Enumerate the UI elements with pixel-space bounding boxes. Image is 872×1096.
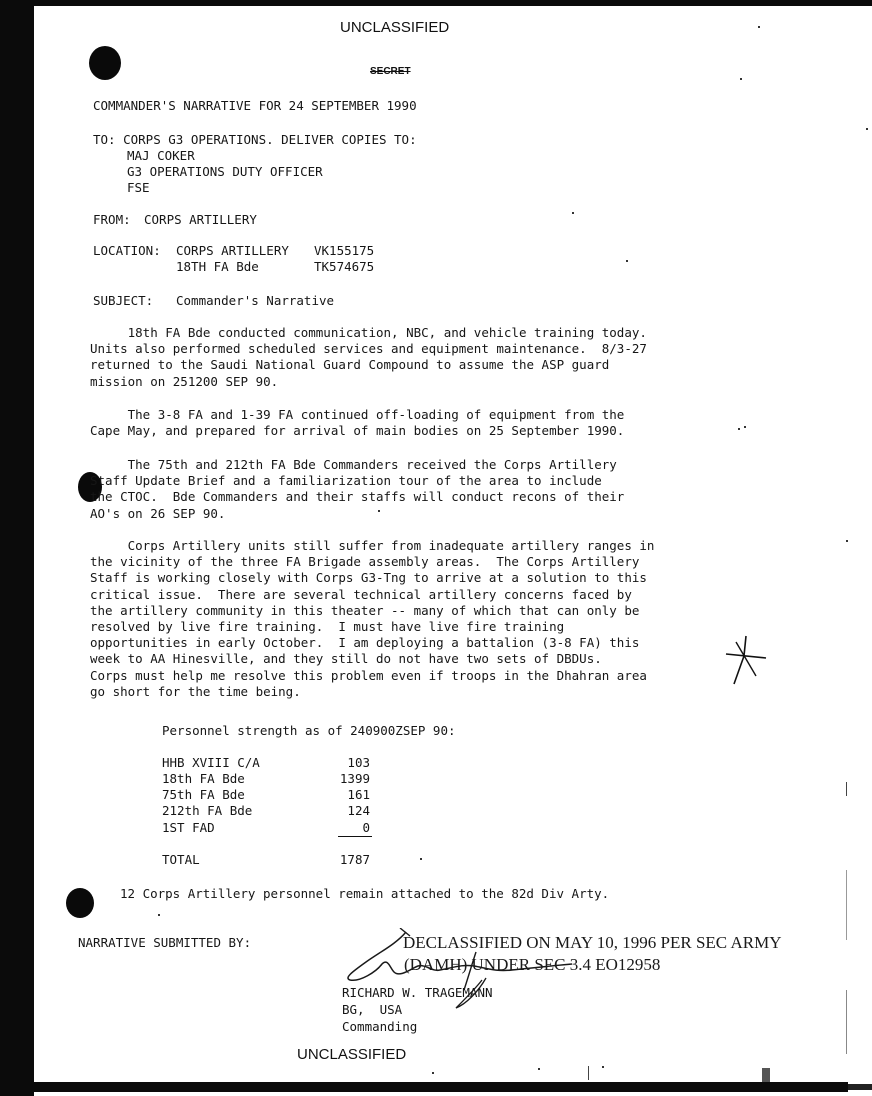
strength-count: 161 xyxy=(347,787,370,802)
paragraph-line: The 3-8 FA and 1-39 FA continued off-loading of equipment from the xyxy=(90,407,625,422)
from-value: CORPS ARTILLERY xyxy=(144,212,257,227)
scan-speck xyxy=(866,128,868,130)
paragraph-line: Staff Update Brief and a familiarization tour of the area to include xyxy=(90,473,602,489)
paragraph-line: week to AA Hinesville, and they still do not have two sets of DBDUs. xyxy=(90,651,602,667)
paragraph-line: Cape May, and prepared for arrival of main bodies on 25 September 1990. xyxy=(90,423,625,439)
scan-mark xyxy=(762,1068,770,1082)
margin-checkmark-annotation xyxy=(722,632,770,686)
scan-border-top xyxy=(0,0,872,6)
scan-speck xyxy=(744,426,746,428)
total-value: 1787 xyxy=(339,852,370,867)
recipient: G3 OPERATIONS DUTY OFFICER xyxy=(127,164,323,179)
recipient: FSE xyxy=(127,180,150,195)
strength-count: 124 xyxy=(347,803,370,818)
strength-unit: HHB XVIII C/A xyxy=(162,755,260,770)
location-unit: 18TH FA Bde xyxy=(176,259,259,274)
scan-speck xyxy=(626,260,628,262)
declassification-stamp-line-2: (DAMH) UNDER SEC 3.4 EO12958 xyxy=(404,955,661,974)
strength-unit: 18th FA Bde xyxy=(162,771,245,786)
submitted-by-label: NARRATIVE SUBMITTED BY: xyxy=(78,935,252,950)
paragraph-line: The 75th and 212th FA Bde Commanders received the Corps Artillery xyxy=(90,457,617,472)
narrative-paragraph-1 xyxy=(90,325,647,390)
scan-mark xyxy=(846,782,847,796)
document-title: COMMANDER'S NARRATIVE FOR 24 SEPTEMBER 1990 xyxy=(93,98,417,113)
scan-speck xyxy=(378,510,380,512)
scan-border-bottom-right xyxy=(848,1084,872,1090)
strength-unit: 1ST FAD xyxy=(162,820,215,835)
paragraph-line: Corps Artillery units still suffer from inadequate artillery ranges in xyxy=(90,538,655,553)
recipient: MAJ COKER xyxy=(127,148,195,163)
paragraph-line: resolved by live fire training. I must have live fire training xyxy=(90,619,565,635)
signer-role: Commanding xyxy=(342,1019,418,1034)
strength-unit: 212th FA Bde xyxy=(162,803,253,818)
subject-value: Commander's Narrative xyxy=(176,293,335,308)
attached-personnel-note: 12 Corps Artillery personnel remain attached to the 82d Div Arty. xyxy=(120,886,610,901)
sum-underline xyxy=(338,836,372,837)
signer-rank: BG, USA xyxy=(342,1002,403,1017)
location-grid: VK155175 xyxy=(314,243,375,258)
scan-mark xyxy=(846,990,847,1054)
narrative-paragraph-3 xyxy=(90,457,624,522)
total-label: TOTAL xyxy=(162,852,200,867)
paragraph-line: mission on 251200 SEP 90. xyxy=(90,373,279,389)
strength-unit: 75th FA Bde xyxy=(162,787,245,802)
paragraph-line: Staff is working closely with Corps G3-Tng to arrive at a solution to this xyxy=(90,570,647,586)
strength-count: 103 xyxy=(347,755,370,770)
strength-count: 1399 xyxy=(339,771,370,786)
paragraph-line: Units also performed scheduled services and equipment maintenance. 8/3-27 xyxy=(90,341,647,357)
scan-speck xyxy=(158,914,160,916)
scan-mark xyxy=(588,1066,589,1080)
strength-heading: Personnel strength as of 240900ZSEP 90: xyxy=(162,723,456,738)
secret-marking: SECRET xyxy=(370,66,411,77)
paragraph-line: opportunities in early October. I am deploying a battalion (3-8 FA) this xyxy=(90,635,640,651)
from-label: FROM: xyxy=(93,212,131,227)
location-grid: TK574675 xyxy=(314,259,375,274)
classification-bottom: UNCLASSIFIED xyxy=(297,1046,407,1063)
hole-punch-top xyxy=(89,46,121,80)
subject-label: SUBJECT: xyxy=(93,293,154,308)
scan-mark xyxy=(846,870,847,940)
location-unit: CORPS ARTILLERY xyxy=(176,243,289,258)
scan-speck xyxy=(538,1068,540,1070)
narrative-paragraph-4 xyxy=(90,538,654,700)
scan-speck xyxy=(602,1066,604,1068)
strength-count: 0 xyxy=(362,820,370,835)
paragraph-line: AO's on 26 SEP 90. xyxy=(90,505,226,521)
paragraph-line: the CTOC. Bde Commanders and their staffs will conduct recons of their xyxy=(90,489,625,505)
scan-speck xyxy=(758,26,760,28)
paragraph-line: critical issue. There are several technical artillery concerns faced by xyxy=(90,586,632,602)
paragraph-line: the vicinity of the three FA Brigade assembly areas. The Corps Artillery xyxy=(90,554,640,570)
paragraph-line: Corps must help me resolve this problem even if troops in the Dhahran area xyxy=(90,667,647,683)
scan-speck xyxy=(432,1072,434,1074)
paragraph-line: returned to the Saudi National Guard Compound to assume the ASP guard xyxy=(90,357,610,373)
location-label: LOCATION: xyxy=(93,243,161,258)
classification-top: UNCLASSIFIED xyxy=(340,19,450,36)
paragraph-line: the artillery community in this theater -- many of which that can only be xyxy=(90,602,640,618)
hole-punch-bottom xyxy=(66,888,94,918)
paragraph-line: go short for the time being. xyxy=(90,683,301,699)
paragraph-line: 18th FA Bde conducted communication, NBC, and vehicle training today. xyxy=(90,325,647,340)
scan-border-bottom xyxy=(0,1082,848,1092)
scan-speck xyxy=(572,212,574,214)
scan-speck xyxy=(846,540,848,542)
to-line: TO: CORPS G3 OPERATIONS. DELIVER COPIES TO: xyxy=(93,132,417,147)
scan-speck xyxy=(740,78,742,80)
scan-border-left xyxy=(0,0,34,1096)
narrative-paragraph-2 xyxy=(90,407,624,439)
scan-speck xyxy=(420,858,422,860)
declassification-stamp-line-1: DECLASSIFIED ON MAY 10, 1996 PER SEC ARMY xyxy=(403,933,782,952)
signer-name: RICHARD W. TRAGEMANN xyxy=(342,985,493,1000)
scan-speck xyxy=(738,428,740,430)
